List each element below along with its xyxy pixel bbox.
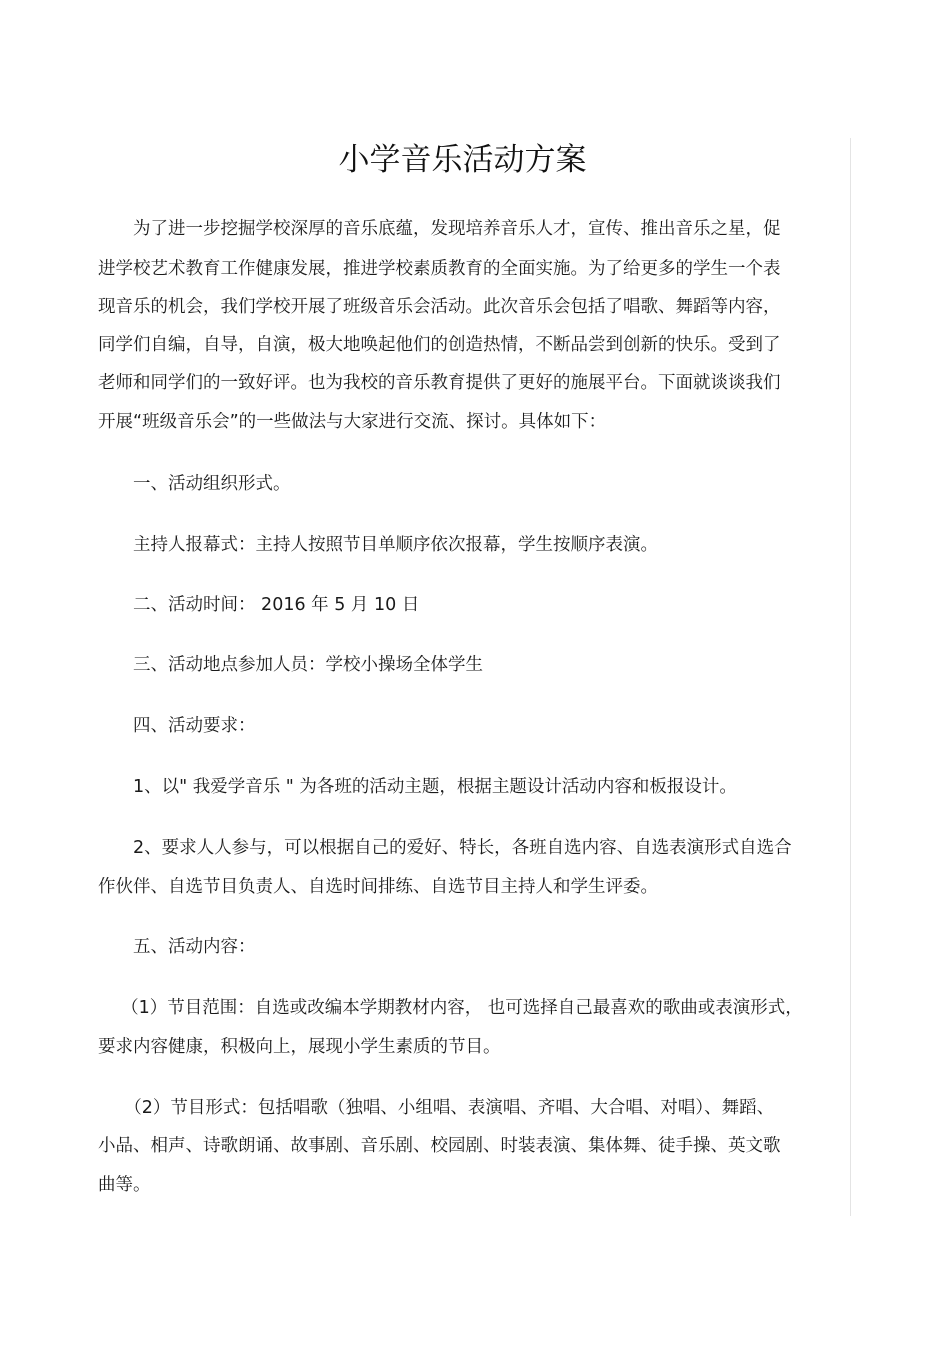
section-heading: 三、活动地点参加人员：学校小操场全体学生 <box>98 655 483 675</box>
section-heading: 一、活动组织形式。 <box>98 474 291 494</box>
section-heading: 四、活动要求： <box>98 716 256 736</box>
body-line: 为了进一步挖掘学校深厚的音乐底蕴，发现培养音乐人才，宣传、推出音乐之星，促 <box>98 219 781 239</box>
list-item: 要求内容健康，积极向上，展现小学生素质的节目。 <box>98 1037 501 1057</box>
list-item: （2）节目形式：包括唱歌（独唱、小组唱、表演唱、齐唱、大合唱、对唱）、舞蹈、 <box>98 1098 775 1118</box>
body-line: 进学校艺术教育工作健康发展，推进学校素质教育的全面实施。为了给更多的学生一个表 <box>98 259 781 279</box>
list-item: 小品、相声、诗歌朗诵、故事剧、音乐剧、校园剧、时装表演、集体舞、徒手操、英文歌 <box>98 1136 781 1156</box>
body-line: 主持人报幕式：主持人按照节目单顺序依次报幕，学生按顺序表演。 <box>98 535 658 555</box>
body-line: 老师和同学们的一致好评。也为我校的音乐教育提供了更好的施展平台。下面就谈谈我们 <box>98 373 781 393</box>
section-heading: 五、活动内容： <box>98 937 256 957</box>
list-item: 作伙伴、自选节目负责人、自选时间排练、自选节目主持人和学生评委。 <box>98 877 658 897</box>
list-item: （1）节目范围：自选或改编本学期教材内容， 也可选择自己最喜欢的歌曲或表演形式， <box>98 998 803 1018</box>
body-line: 现音乐的机会，我们学校开展了班级音乐会活动。此次音乐会包括了唱歌、舞蹈等内容， <box>98 297 781 317</box>
body-line: 开展“班级音乐会”的一些做法与大家进行交流、探讨。具体如下： <box>98 412 607 432</box>
body-line: 同学们自编，自导，自演，极大地唤起他们的创造热情，不断品尝到创新的快乐。受到了 <box>98 335 781 355</box>
section-heading: 二、活动时间： 2016 年 5 月 10 日 <box>98 595 420 615</box>
list-item: 1、以" 我爱学音乐 " 为各班的活动主题，根据主题设计活动内容和板报设计。 <box>98 777 737 797</box>
page-edge-rule <box>850 138 851 1216</box>
document-title: 小学音乐活动方案 <box>338 142 587 178</box>
list-item: 曲等。 <box>98 1175 151 1195</box>
list-item: 2、要求人人参与，可以根据自己的爱好、特长，各班自选内容、自选表演形式自选合 <box>98 838 792 858</box>
